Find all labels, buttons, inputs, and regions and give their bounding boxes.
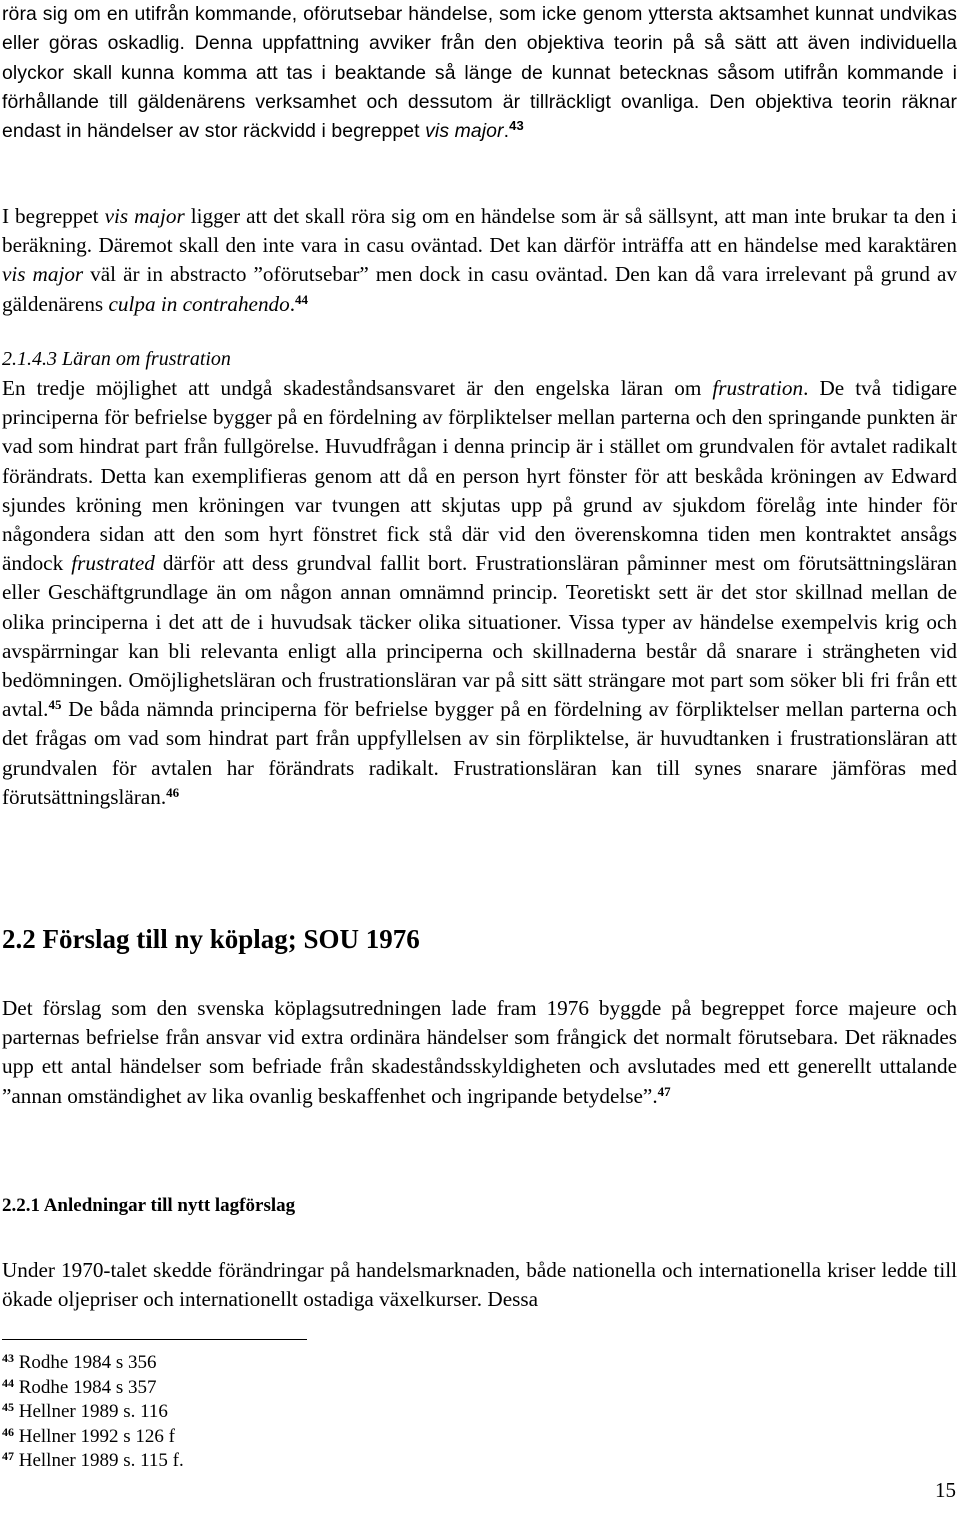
section-heading-2-2-1: 2.2.1 Anledningar till nytt lagförslag	[2, 1195, 296, 1216]
footnote-ref-47[interactable]: 47	[657, 1083, 671, 1099]
paragraph-vis-major-concept: I begreppet vis major ligger att det skall röra sig om en händelse som är så sällsynt, att man inte brukar ta den i beräkning. Däremot skall den inte vara in casu oväntad. Det kan därför inträffa att en händelse med karaktären vis major väl är in abstracto ”oförutsebar” men dock in casu oväntad. Den kan då vara irrelevant på grund av gäldenärens culpa in contrahendo.$^{44}$	[2, 204, 958, 316]
subheading-frustration: 2.1.4.3 Läran om frustration	[2, 348, 231, 370]
paragraph-vis-major-theory: röra sig om en utifrån kommande, oförutsebar händelse, som icke genom yttersta aktsamhet kunnat undvikas eller göras oskadlig. Denna uppfattning avviker från den objektiva teorin på så sätt att även individuella olyckor skall kunna komma att tas i beaktande så länge de kunnat betecknas såsom utifrån kommande i förhållande till gäldenärens verksamhet och dessutom är tillräckligt ovanliga. Den objektiva teorin räknar endast in händelser av stor räckvidd i begreppet vis major.$^{43}$	[2, 3, 957, 143]
footnotes	[2, 1351, 184, 1474]
page-number: 15	[935, 1478, 956, 1502]
footnote-divider	[2, 1339, 307, 1340]
footnote-47: $^{47}$ Hellner 1989 s. 115 f.	[2, 1449, 184, 1471]
footnote-46: $^{46}$ Hellner 1992 s 126 f	[2, 1424, 175, 1447]
section-heading-2-2: 2.2 Förslag till ny köplag; SOU 1976	[2, 924, 420, 954]
footnote-ref-46[interactable]: 46	[166, 784, 180, 800]
paragraph-sou-1976: Det förslag som den svenska köplagsutredningen lade fram 1976 byggde på begreppet force majeure och parternas befrielse från ansvar vid extra ordinära händelser som frångick det normalt förutsebara. Det räknades upp ett antal händelser som befriade från skadeståndsskyldigheten och avslutades med ett generellt uttalande ”annan omständighet av lika ovanlig beskaffenhet och ingripande betydelse”.$^{47}$	[2, 996, 957, 1108]
footnote-45: $^{45}$ Hellner 1989 s. 116	[2, 1400, 168, 1422]
footnote-43: $^{43}$ Rodhe 1984 s 356	[2, 1351, 157, 1373]
footnote-ref-43[interactable]: 43	[509, 118, 524, 134]
paragraph-frustration: En tredje möjlighet att undgå skadeståndsansvaret är den engelska läran om frustration. De två tidigare principerna för befrielse bygger på en fördelning av förpliktelser mellan parterna och den springande punkten är vad som hindrat part från fullgörelse. Huvudfrågan i denna princip är i stället om grundvalen för avtalet radikalt förändrats. Detta kan exemplifieras genom att då en person hyrt fönster för att beskåda kröningen av Edward sjundes kröning men kröningen var tvungen att skjutas upp på grund av sjukdom förelåg inte hinder för någondera sidan att den som hyrt fönstret fick stå där vid den överenskomna tiden men kontraktet ansågs ändock frustrated därför att dess grundval fallit bort. Frustrationsläran påminner mest om förutsättningsläran eller Geschäftgrundlage än om någon annan omnämnd princip. Teoretiskt sett är det stor skillnad mellan de olika principerna i det att de i huvudsak täcker olika situationer. Vissa typer av händelse exempelvis krig och avspärrningar kan bli relevanta enligt alla principerna och skillnaderna består då snarare i strängheten vid bedömningen. Omöjlighetsläran och frustrationsläran var på sitt sätt strängare mot part som söker bli fri från ett avtal.$^{45}$ De båda nämnda principerna för befrielse bygger på en fördelning av förpliktelser mellan parterna och det frågas om vad som hindrat part från uppfyllelsen av sin förpliktelse, är huvudtanken i frustrationsläran att grundvalen för avtalen har förändrats radikalt. Frustrationsläran kan till synes snarare jämföras med förutsättningsläran.$^{46}$	[2, 376, 957, 809]
footnote-44: $^{44}$ Rodhe 1984 s 357	[2, 1375, 157, 1398]
paragraph-reasons: Under 1970-talet skedde förändringar på handelsmarknaden, både nationella och internationella kriser ledde till ökade oljepriser och internationellt ostadiga växelkurser. Dessa	[2, 1258, 957, 1312]
footnote-ref-45[interactable]: 45	[48, 697, 62, 713]
footnote-ref-44[interactable]: 44	[295, 291, 309, 307]
